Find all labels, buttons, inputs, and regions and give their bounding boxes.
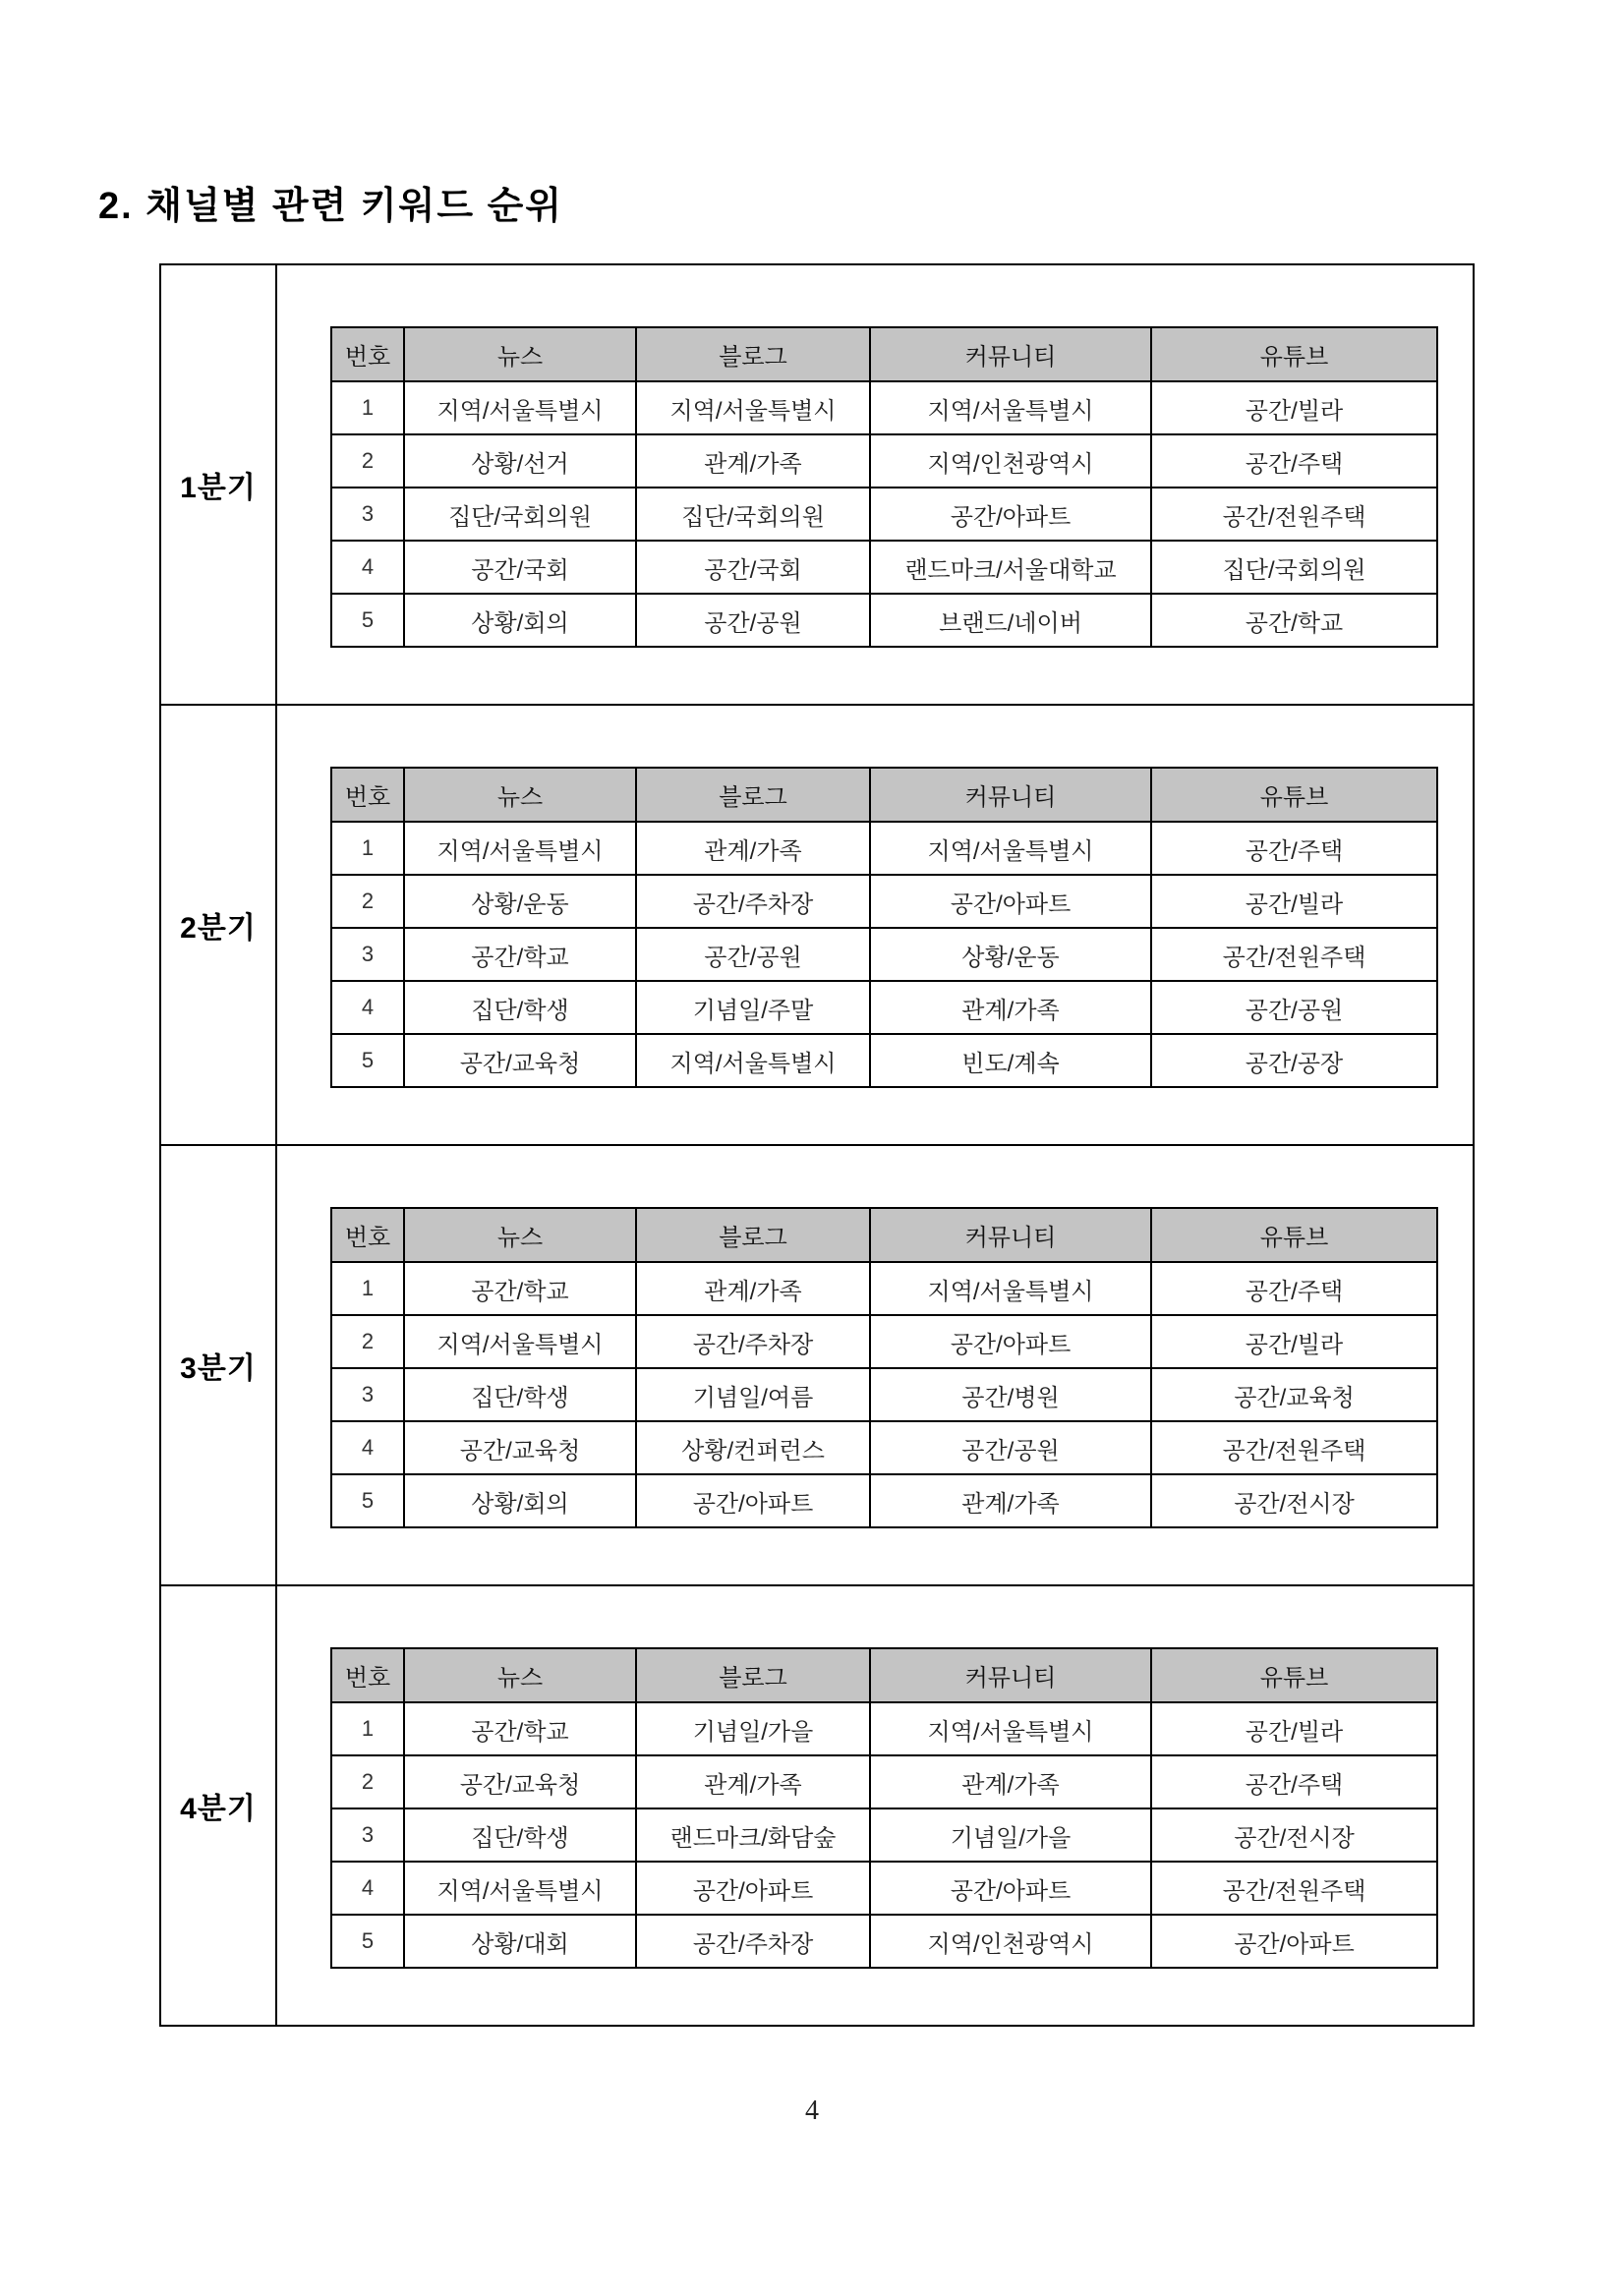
column-header: 유튜브: [1151, 768, 1437, 822]
keyword-cell: 공간/아파트: [870, 488, 1151, 541]
page-number: 4: [805, 2095, 819, 2126]
table-row: [331, 1915, 1437, 1968]
keyword-cell: 관계/가족: [636, 1262, 870, 1315]
keyword-cell: 기념일/주말: [636, 981, 870, 1034]
column-header: 뉴스: [404, 1208, 636, 1262]
keyword-cell: 공간/아파트: [636, 1862, 870, 1915]
column-header: 블로그: [636, 327, 870, 381]
keyword-cell: 공간/주택: [1151, 822, 1437, 875]
rank-cell: 3: [331, 488, 404, 541]
keyword-cell: 지역/서울특별시: [870, 1702, 1151, 1755]
table-row: [331, 1808, 1437, 1862]
keyword-cell: 공간/전원주택: [1151, 488, 1437, 541]
keyword-cell: 공간/공장: [1151, 1034, 1437, 1087]
column-header: 번호: [331, 1648, 404, 1702]
keyword-cell: 공간/공원: [636, 928, 870, 981]
keyword-cell: 집단/학생: [404, 1808, 636, 1862]
quarterly-keyword-table: [159, 263, 1475, 2027]
table-row: [331, 981, 1437, 1034]
quarter-section-q2: [161, 706, 1473, 1146]
rank-cell: 4: [331, 981, 404, 1034]
keyword-cell: 지역/서울특별시: [404, 822, 636, 875]
keyword-cell: 공간/아파트: [636, 1474, 870, 1527]
column-header: 블로그: [636, 768, 870, 822]
table-row: [331, 488, 1437, 541]
keyword-cell: 공간/전시장: [1151, 1474, 1437, 1527]
table-row: [331, 1474, 1437, 1527]
keyword-cell: 집단/국회의원: [404, 488, 636, 541]
table-row: [331, 875, 1437, 928]
keyword-cell: 공간/공원: [870, 1421, 1151, 1474]
quarter-content: [277, 1586, 1473, 2025]
keyword-cell: 상황/대회: [404, 1915, 636, 1968]
rank-cell: 2: [331, 875, 404, 928]
keyword-cell: 지역/서울특별시: [870, 822, 1151, 875]
rank-cell: 1: [331, 1262, 404, 1315]
keyword-cell: 공간/학교: [1151, 594, 1437, 647]
keyword-cell: 상황/회의: [404, 594, 636, 647]
table-row: [331, 381, 1437, 434]
keyword-cell: 공간/아파트: [870, 1862, 1151, 1915]
quarter-label-cell: [161, 706, 277, 1144]
keyword-cell: 랜드마크/서울대학교: [870, 541, 1151, 594]
keyword-cell: 지역/서울특별시: [636, 381, 870, 434]
rank-cell: 5: [331, 1915, 404, 1968]
keyword-cell: 공간/학교: [404, 1702, 636, 1755]
keyword-cell: 지역/서울특별시: [404, 1862, 636, 1915]
keyword-cell: 관계/가족: [636, 434, 870, 488]
keyword-cell: 공간/교육청: [404, 1755, 636, 1808]
keyword-cell: 공간/교육청: [1151, 1368, 1437, 1421]
keyword-cell: 기념일/가을: [636, 1702, 870, 1755]
keyword-cell: 지역/인천광역시: [870, 434, 1151, 488]
keyword-cell: 관계/가족: [870, 1755, 1151, 1808]
keyword-table-q2: [330, 767, 1438, 1088]
column-header: 커뮤니티: [870, 1208, 1151, 1262]
page-title: 2. 채널별 관련 키워드 순위: [98, 186, 564, 227]
rank-cell: 1: [331, 381, 404, 434]
keyword-cell: 공간/공원: [1151, 981, 1437, 1034]
quarter-content: [277, 265, 1473, 704]
header-row: [331, 768, 1437, 822]
column-header: 번호: [331, 1208, 404, 1262]
keyword-cell: 지역/서울특별시: [870, 381, 1151, 434]
column-header: 번호: [331, 768, 404, 822]
keyword-cell: 상황/컨퍼런스: [636, 1421, 870, 1474]
header-row: [331, 1648, 1437, 1702]
column-header: 블로그: [636, 1208, 870, 1262]
keyword-cell: 관계/가족: [636, 822, 870, 875]
keyword-cell: 공간/주택: [1151, 1262, 1437, 1315]
keyword-cell: 집단/국회의원: [636, 488, 870, 541]
rank-cell: 5: [331, 1034, 404, 1087]
rank-cell: 4: [331, 541, 404, 594]
keyword-cell: 공간/국회: [636, 541, 870, 594]
column-header: 뉴스: [404, 327, 636, 381]
table-row: [331, 594, 1437, 647]
keyword-cell: 공간/아파트: [870, 1315, 1151, 1368]
table-row: [331, 1034, 1437, 1087]
keyword-cell: 공간/아파트: [1151, 1915, 1437, 1968]
keyword-cell: 공간/주차장: [636, 1315, 870, 1368]
keyword-cell: 공간/빌라: [1151, 1702, 1437, 1755]
header-row: [331, 1208, 1437, 1262]
keyword-cell: 공간/주차장: [636, 875, 870, 928]
keyword-cell: 공간/빌라: [1151, 381, 1437, 434]
rank-cell: 5: [331, 1474, 404, 1527]
keyword-cell: 공간/전원주택: [1151, 1421, 1437, 1474]
rank-cell: 2: [331, 434, 404, 488]
keyword-table-q3: [330, 1207, 1438, 1528]
keyword-cell: 상황/운동: [870, 928, 1151, 981]
keyword-cell: 공간/아파트: [870, 875, 1151, 928]
table-row: [331, 928, 1437, 981]
keyword-cell: 공간/교육청: [404, 1034, 636, 1087]
keyword-table-q1: [330, 326, 1438, 648]
column-header: 유튜브: [1151, 327, 1437, 381]
quarter-content: [277, 706, 1473, 1144]
keyword-cell: 상황/운동: [404, 875, 636, 928]
rank-cell: 3: [331, 928, 404, 981]
keyword-cell: 지역/인천광역시: [870, 1915, 1151, 1968]
keyword-cell: 지역/서울특별시: [870, 1262, 1151, 1315]
keyword-cell: 공간/전시장: [1151, 1808, 1437, 1862]
column-header: 유튜브: [1151, 1208, 1437, 1262]
rank-cell: 4: [331, 1421, 404, 1474]
keyword-cell: 지역/서울특별시: [404, 1315, 636, 1368]
table-row: [331, 1755, 1437, 1808]
keyword-cell: 지역/서울특별시: [636, 1034, 870, 1087]
table-row: [331, 541, 1437, 594]
keyword-cell: 공간/국회: [404, 541, 636, 594]
header-row: [331, 327, 1437, 381]
quarter-label-cell: [161, 1586, 277, 2025]
table-row: [331, 822, 1437, 875]
column-header: 커뮤니티: [870, 768, 1151, 822]
keyword-cell: 상황/회의: [404, 1474, 636, 1527]
keyword-cell: 상황/선거: [404, 434, 636, 488]
keyword-table-q4: [330, 1647, 1438, 1969]
keyword-cell: 공간/학교: [404, 928, 636, 981]
keyword-cell: 공간/전원주택: [1151, 928, 1437, 981]
keyword-cell: 공간/빌라: [1151, 875, 1437, 928]
table-row: [331, 1862, 1437, 1915]
keyword-cell: 랜드마크/화담숲: [636, 1808, 870, 1862]
keyword-cell: 공간/주택: [1151, 1755, 1437, 1808]
keyword-cell: 공간/주차장: [636, 1915, 870, 1968]
quarter-section-q4: [161, 1586, 1473, 2025]
rank-cell: 3: [331, 1368, 404, 1421]
rank-cell: 4: [331, 1862, 404, 1915]
keyword-cell: 집단/학생: [404, 981, 636, 1034]
quarter-label: 1분기: [180, 472, 257, 504]
keyword-cell: 관계/가족: [636, 1755, 870, 1808]
keyword-cell: 집단/국회의원: [1151, 541, 1437, 594]
keyword-cell: 기념일/가을: [870, 1808, 1151, 1862]
table-row: [331, 1315, 1437, 1368]
keyword-cell: 브랜드/네이버: [870, 594, 1151, 647]
keyword-cell: 공간/전원주택: [1151, 1862, 1437, 1915]
column-header: 유튜브: [1151, 1648, 1437, 1702]
table-row: [331, 1368, 1437, 1421]
keyword-cell: 기념일/여름: [636, 1368, 870, 1421]
keyword-cell: 공간/공원: [636, 594, 870, 647]
column-header: 뉴스: [404, 768, 636, 822]
quarter-section-q1: [161, 265, 1473, 706]
keyword-cell: 공간/빌라: [1151, 1315, 1437, 1368]
keyword-cell: 공간/학교: [404, 1262, 636, 1315]
keyword-cell: 공간/주택: [1151, 434, 1437, 488]
rank-cell: 3: [331, 1808, 404, 1862]
quarter-label-cell: [161, 265, 277, 704]
rank-cell: 5: [331, 594, 404, 647]
keyword-cell: 공간/교육청: [404, 1421, 636, 1474]
rank-cell: 1: [331, 1702, 404, 1755]
table-row: [331, 434, 1437, 488]
table-row: [331, 1421, 1437, 1474]
quarter-label-cell: [161, 1146, 277, 1584]
column-header: 번호: [331, 327, 404, 381]
keyword-cell: 공간/병원: [870, 1368, 1151, 1421]
column-header: 커뮤니티: [870, 1648, 1151, 1702]
quarter-content: [277, 1146, 1473, 1584]
quarter-label: 2분기: [180, 912, 257, 945]
table-row: [331, 1702, 1437, 1755]
column-header: 커뮤니티: [870, 327, 1151, 381]
keyword-cell: 관계/가족: [870, 981, 1151, 1034]
column-header: 뉴스: [404, 1648, 636, 1702]
rank-cell: 2: [331, 1755, 404, 1808]
keyword-cell: 관계/가족: [870, 1474, 1151, 1527]
quarter-label: 3분기: [180, 1352, 257, 1385]
keyword-cell: 집단/학생: [404, 1368, 636, 1421]
keyword-cell: 지역/서울특별시: [404, 381, 636, 434]
column-header: 블로그: [636, 1648, 870, 1702]
table-row: [331, 1262, 1437, 1315]
keyword-cell: 빈도/계속: [870, 1034, 1151, 1087]
quarter-label: 4분기: [180, 1793, 257, 1825]
quarter-section-q3: [161, 1146, 1473, 1586]
rank-cell: 1: [331, 822, 404, 875]
rank-cell: 2: [331, 1315, 404, 1368]
